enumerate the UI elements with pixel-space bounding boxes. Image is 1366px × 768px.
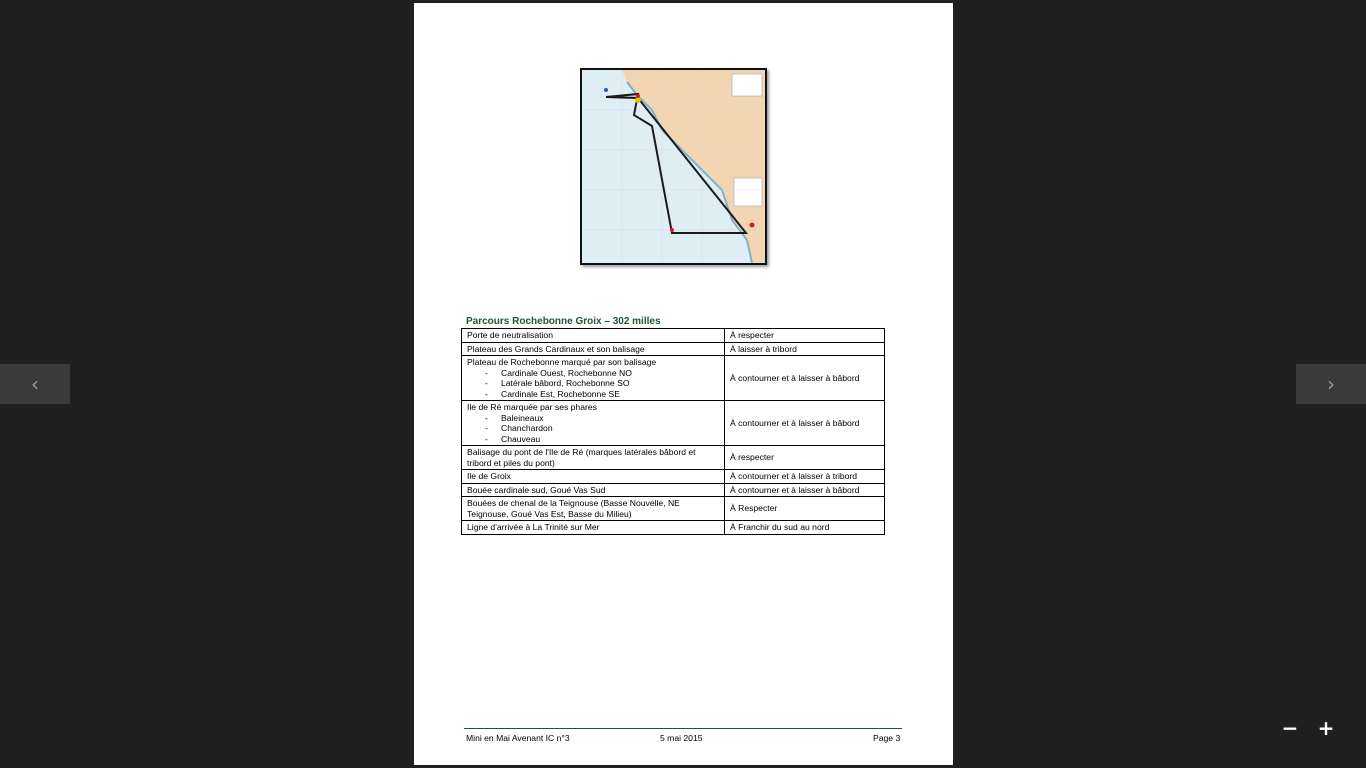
sub-item: - Cardinale Ouest, Rochebonne NO	[485, 367, 632, 378]
nautical-chart-icon	[582, 70, 765, 263]
sub-item: - Latérale bâbord, Rochebonne SO	[485, 378, 630, 388]
previous-page-button[interactable]	[0, 364, 70, 404]
action-cell: À contourner et à laisser à bâbord	[725, 401, 885, 446]
chevron-right-icon: ›	[1327, 372, 1335, 396]
footer-left: Mini en Mai Avenant IC n°3	[466, 733, 570, 743]
document-page	[414, 3, 953, 765]
table-row	[462, 483, 885, 497]
mark-cell: Balisage du pont de l'Ile de Ré (marques latérales bâbord et tribord et piles du pont)	[462, 446, 725, 470]
mark-cell: Ligne d'arrivée à La Trinité sur Mer	[462, 521, 725, 535]
footer-divider	[464, 728, 902, 729]
minus-icon: −	[1281, 716, 1299, 740]
table-row	[462, 356, 885, 401]
action-cell: À Franchir du sud au nord	[725, 521, 885, 535]
sub-item: - Baleineaux	[485, 412, 544, 423]
mark-cell: Plateau des Grands Cardinaux et son balisage	[462, 342, 725, 356]
action-cell: À respecter	[725, 329, 885, 343]
chevron-left-icon: ‹	[31, 372, 39, 396]
table-row	[462, 497, 885, 521]
plus-icon: +	[1317, 716, 1335, 740]
table-row	[462, 329, 885, 343]
course-map-image	[580, 68, 767, 265]
mark-title: Ile de Ré marquée par ses phares	[467, 402, 597, 412]
mark-title: Plateau de Rochebonne marqué par son balisage	[467, 357, 657, 367]
footer-date: 5 mai 2015	[660, 733, 703, 743]
next-page-button[interactable]	[1296, 364, 1366, 404]
footer-page-number: Page 3	[873, 733, 901, 743]
course-marks-table	[461, 328, 885, 535]
zoom-in-button[interactable]	[1314, 716, 1338, 740]
mark-cell	[462, 401, 725, 446]
sub-item: - Chanchardon	[485, 423, 553, 433]
action-cell: À contourner et à laisser à tribord	[725, 470, 885, 484]
sub-item: - Cardinale Est, Rochebonne SE	[485, 388, 620, 399]
action-cell: À contourner et à laisser à bâbord	[725, 356, 885, 401]
action-cell: À respecter	[725, 446, 885, 470]
mark-cell: Porte de neutralisation	[462, 329, 725, 343]
mark-cell: Bouée cardinale sud, Goué Vas Sud	[462, 483, 725, 497]
action-cell: À Respecter	[725, 497, 885, 521]
mark-cell: Bouées de chenal de la Teignouse (Basse Nouvelle, NE Teignouse, Goué Vas Est, Basse du Milieu)	[462, 497, 725, 521]
action-cell: À contourner et à laisser à bâbord	[725, 483, 885, 497]
table-row	[462, 342, 885, 356]
zoom-out-button[interactable]	[1278, 716, 1302, 740]
section-title: Parcours Rochebonne Groix – 302 milles	[466, 316, 661, 327]
action-cell: À laisser à tribord	[725, 342, 885, 356]
table-row	[462, 521, 885, 535]
table-row	[462, 401, 885, 446]
table-row	[462, 446, 885, 470]
table-row	[462, 470, 885, 484]
sub-item: - Chauveau	[485, 433, 541, 444]
mark-cell	[462, 356, 725, 401]
mark-cell: Ile de Groix	[462, 470, 725, 484]
